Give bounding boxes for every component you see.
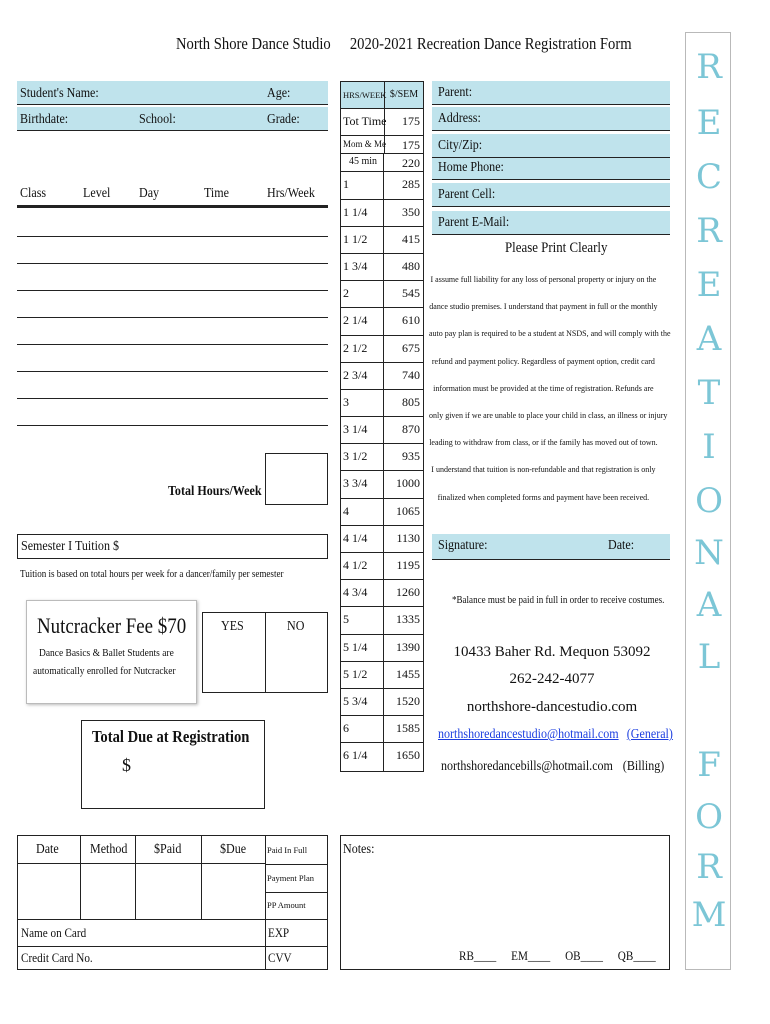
class-col-header: Class bbox=[20, 186, 47, 201]
liability-policy bbox=[429, 266, 671, 511]
policy-line: I assume full liability for any loss of personal property or injury on the bbox=[430, 274, 657, 284]
level-col-header: Level bbox=[83, 186, 111, 201]
address-field[interactable] bbox=[432, 107, 670, 131]
nutcracker-note-2: automatically enrolled for Nutcracker bbox=[33, 665, 176, 677]
pay-due-header: $Due bbox=[220, 842, 247, 857]
rate-hours: 45 min bbox=[341, 154, 384, 171]
rate-price: 350 bbox=[402, 204, 420, 219]
rate-price: 610 bbox=[402, 313, 420, 328]
parent-email-field[interactable] bbox=[432, 211, 670, 235]
no-option[interactable]: NO bbox=[287, 619, 305, 634]
balance-note: *Balance must be paid in full in order to receive costumes. bbox=[452, 595, 665, 606]
banner-letter: O bbox=[695, 481, 723, 521]
cvv-label: CVV bbox=[268, 950, 292, 965]
tuition-note: Tuition is based on total hours per week for a dancer/family per semester bbox=[20, 569, 284, 580]
rate-hours: 6 bbox=[341, 716, 384, 742]
class-table-header bbox=[17, 182, 328, 208]
signature-field[interactable] bbox=[432, 534, 670, 560]
banner-letter: O bbox=[695, 797, 723, 837]
banner-letter: R bbox=[696, 847, 722, 887]
pp-amount-label: PP Amount bbox=[267, 900, 306, 910]
rate-hours: 2 1/2 bbox=[341, 336, 384, 362]
rate-hours: 5 bbox=[341, 607, 384, 633]
rate-price: 1195 bbox=[396, 558, 420, 572]
pay-paid-header: $Paid bbox=[154, 842, 182, 857]
rates-row bbox=[341, 716, 423, 743]
rate-hours: 1 1/4 bbox=[341, 200, 384, 226]
cityzip-field[interactable] bbox=[432, 134, 670, 158]
rates-row bbox=[341, 390, 423, 417]
rates-row bbox=[341, 200, 423, 227]
rate-price: 175 bbox=[402, 114, 420, 129]
credit-card-label: Credit Card No. bbox=[21, 950, 93, 965]
total-hours-label: Total Hours/Week bbox=[168, 484, 262, 499]
banner-letter: E bbox=[696, 265, 722, 305]
banner-letter: R bbox=[696, 47, 722, 87]
total-due-label: Total Due at Registration bbox=[92, 727, 250, 746]
policy-line: information must be provided at the time of registration. Refunds are bbox=[433, 382, 654, 393]
rate-hours: 3 3/4 bbox=[341, 471, 384, 497]
parent-email-label: Parent E-Mail: bbox=[438, 215, 510, 230]
day-col-header: Day bbox=[139, 186, 160, 201]
rate-hours: 1 1/2 bbox=[341, 227, 384, 253]
grade-label: Grade: bbox=[267, 112, 300, 127]
home-phone-field[interactable] bbox=[432, 158, 670, 180]
class-line[interactable] bbox=[17, 371, 328, 372]
class-line[interactable] bbox=[17, 344, 328, 345]
studio-website[interactable]: northshore-dancestudio.com bbox=[466, 699, 638, 715]
notes-label: Notes: bbox=[343, 842, 375, 857]
rates-row bbox=[341, 553, 423, 580]
time-col-header: Time bbox=[204, 186, 229, 201]
rates-row bbox=[341, 281, 423, 308]
nutcracker-choice bbox=[202, 612, 328, 693]
rate-price: 175 bbox=[402, 138, 420, 153]
rates-row bbox=[341, 526, 423, 553]
rates-row bbox=[341, 154, 423, 172]
banner-letter: A bbox=[696, 319, 722, 359]
rates-row bbox=[341, 635, 423, 662]
exp-label: EXP bbox=[268, 925, 290, 940]
address-label: Address: bbox=[438, 111, 481, 126]
rate-price: 1520 bbox=[396, 693, 420, 708]
rate-hours: 1 3/4 bbox=[341, 254, 384, 280]
rates-row bbox=[341, 417, 423, 444]
banner-letter: E bbox=[696, 103, 722, 143]
parent-label: Parent: bbox=[438, 85, 473, 100]
rate-hours: 3 1/4 bbox=[341, 417, 384, 443]
banner-letter: M bbox=[691, 895, 727, 935]
studio-name: North Shore Dance Studio bbox=[176, 34, 331, 53]
student-name-label: Student's Name: bbox=[20, 86, 99, 101]
studio-phone: 262-242-4077 bbox=[509, 671, 595, 687]
rate-hours: 4 1/4 bbox=[341, 526, 384, 552]
rate-hours: 5 1/4 bbox=[341, 635, 384, 661]
studio-address: 10433 Baher Rd. Mequon 53092 bbox=[453, 644, 651, 660]
class-line[interactable] bbox=[17, 425, 328, 426]
sem-price-header: $/SEM bbox=[389, 89, 419, 100]
semester-tuition-label: Semester I Tuition $ bbox=[21, 539, 120, 554]
rate-price: 1390 bbox=[396, 639, 420, 654]
rate-hours: Mom & Me bbox=[341, 136, 385, 153]
signature-label: Signature: bbox=[438, 538, 488, 553]
office-ob: OB____ bbox=[565, 948, 603, 963]
recreational-form-banner bbox=[685, 32, 731, 970]
rate-hours: 3 1/2 bbox=[341, 444, 384, 470]
policy-line: only given if we are unable to place your child in class, an illness or injury bbox=[429, 410, 668, 421]
rates-row bbox=[341, 607, 423, 634]
rate-hours: 2 3/4 bbox=[341, 363, 384, 389]
rate-hours: 4 3/4 bbox=[341, 580, 384, 606]
class-line[interactable] bbox=[17, 317, 328, 318]
banner-letter: N bbox=[694, 533, 724, 573]
print-clearly-note: Please Print Clearly bbox=[505, 240, 608, 256]
rate-price: 1455 bbox=[396, 666, 420, 681]
payment-table bbox=[17, 835, 328, 970]
rates-row bbox=[341, 363, 423, 390]
hrs-week-header: HRS/WEEK bbox=[341, 82, 385, 108]
rate-price: 1260 bbox=[396, 585, 420, 600]
banner-letter: L bbox=[697, 637, 721, 677]
billing-email-tag: (Billing) bbox=[622, 759, 665, 774]
rates-row bbox=[341, 109, 423, 136]
rate-price: 1065 bbox=[396, 503, 420, 518]
rate-price: 1000 bbox=[396, 476, 420, 491]
rate-hours: Tot Time bbox=[341, 109, 385, 135]
policy-line: auto pay plan is required to be a student at NSDS, and will comply with the bbox=[429, 328, 671, 339]
general-email-tag: (General) bbox=[626, 727, 673, 742]
banner-letter: R bbox=[696, 211, 722, 251]
rate-hours: 4 bbox=[341, 499, 384, 525]
rates-row bbox=[341, 254, 423, 281]
rates-row bbox=[341, 308, 423, 335]
rate-price: 1130 bbox=[396, 530, 420, 545]
rate-hours: 2 1/4 bbox=[341, 308, 384, 334]
payment-plan-option[interactable]: Payment Plan bbox=[267, 873, 314, 883]
class-line[interactable] bbox=[17, 236, 328, 237]
rates-row bbox=[341, 689, 423, 716]
home-phone-label: Home Phone: bbox=[438, 160, 504, 175]
class-line[interactable] bbox=[17, 398, 328, 399]
rates-row bbox=[341, 136, 423, 154]
policy-line: dance studio premises. I understand that payment in full or the monthly bbox=[429, 301, 658, 312]
parent-cell-field[interactable] bbox=[432, 183, 670, 207]
banner-letter: C bbox=[695, 157, 722, 197]
rate-hours: 5 3/4 bbox=[341, 689, 384, 715]
general-email-link[interactable]: northshoredancestudio@hotmail.com bbox=[438, 727, 619, 742]
parent-cell-label: Parent Cell: bbox=[438, 187, 496, 202]
office-qb: QB____ bbox=[617, 948, 656, 963]
cityzip-label: City/Zip: bbox=[438, 138, 483, 153]
total-hours-box[interactable] bbox=[265, 453, 328, 505]
nutcracker-fee: Nutcracker Fee $70 bbox=[37, 613, 187, 638]
billing-email-line bbox=[441, 759, 664, 775]
name-on-card-label: Name on Card bbox=[21, 925, 87, 940]
total-due-box[interactable] bbox=[81, 720, 265, 809]
rates-row bbox=[341, 743, 423, 770]
rates-table bbox=[340, 81, 424, 772]
total-due-currency: $ bbox=[122, 755, 131, 775]
rate-hours: 6 1/4 bbox=[341, 743, 384, 770]
rates-row bbox=[341, 499, 423, 526]
banner-letter: I bbox=[702, 427, 716, 467]
rates-header bbox=[341, 82, 423, 109]
office-use-codes bbox=[459, 948, 656, 964]
age-label: Age: bbox=[267, 86, 291, 101]
rate-hours: 3 bbox=[341, 390, 384, 416]
rate-price: 415 bbox=[402, 231, 420, 246]
class-line[interactable] bbox=[17, 290, 328, 291]
general-email-line bbox=[438, 727, 673, 743]
rate-price: 220 bbox=[402, 156, 420, 171]
rate-price: 480 bbox=[402, 258, 420, 273]
rate-price: 870 bbox=[402, 422, 420, 437]
choice-divider bbox=[265, 613, 266, 692]
rates-row bbox=[341, 227, 423, 254]
rates-row bbox=[341, 444, 423, 471]
paid-in-full-option[interactable]: Paid In Full bbox=[267, 845, 308, 855]
rates-row bbox=[341, 172, 423, 199]
rates-row bbox=[341, 471, 423, 498]
birthdate-label: Birthdate: bbox=[20, 112, 69, 127]
banner-letter: F bbox=[697, 745, 721, 785]
office-rb: RB____ bbox=[459, 948, 497, 963]
yes-option[interactable]: YES bbox=[221, 619, 244, 634]
rate-price: 1335 bbox=[396, 612, 420, 627]
pay-method-header: Method bbox=[90, 842, 128, 857]
office-em: EM____ bbox=[511, 948, 551, 963]
rate-hours: 5 1/2 bbox=[341, 662, 384, 688]
nutcracker-note-1: Dance Basics & Ballet Students are bbox=[39, 647, 174, 659]
page-title bbox=[176, 34, 647, 54]
rate-hours: 1 bbox=[341, 172, 384, 198]
policy-line: refund and payment policy. Regardless of payment option, credit card bbox=[431, 355, 655, 366]
rates-row bbox=[341, 662, 423, 689]
parent-field[interactable] bbox=[432, 81, 670, 105]
rate-hours: 2 bbox=[341, 281, 384, 307]
rate-price: 1585 bbox=[396, 721, 420, 736]
rate-price: 805 bbox=[402, 394, 420, 409]
semester-tuition-field[interactable] bbox=[17, 534, 328, 559]
class-line[interactable] bbox=[17, 263, 328, 264]
rate-price: 545 bbox=[402, 286, 420, 301]
rate-price: 675 bbox=[402, 340, 420, 355]
banner-letter: T bbox=[697, 373, 721, 413]
school-label: School: bbox=[139, 112, 176, 127]
form-title: 2020-2021 Recreation Dance Registration Form bbox=[349, 34, 632, 53]
rate-price: 1650 bbox=[396, 748, 420, 763]
student-name-row[interactable] bbox=[17, 81, 328, 105]
policy-line: I understand that tuition is non-refundable and that registration is only bbox=[431, 464, 656, 475]
birthdate-row[interactable] bbox=[17, 107, 328, 131]
banner-letter: A bbox=[696, 585, 722, 625]
nutcracker-box bbox=[26, 600, 197, 704]
rate-hours: 4 1/2 bbox=[341, 553, 384, 579]
rate-price: 740 bbox=[402, 367, 420, 382]
billing-email[interactable]: northshoredancebills@hotmail.com bbox=[441, 759, 613, 774]
rates-row bbox=[341, 580, 423, 607]
notes-box[interactable] bbox=[340, 835, 670, 970]
rate-price: 285 bbox=[402, 177, 420, 192]
date-label: Date: bbox=[608, 538, 635, 553]
policy-line: finalized when completed forms and payment have been received. bbox=[437, 491, 650, 502]
rate-price: 935 bbox=[402, 449, 420, 464]
rates-row bbox=[341, 336, 423, 363]
policy-line: leading to withdraw from class, or if the family has moved out of town. bbox=[429, 437, 658, 448]
hrs-week-col-header: Hrs/Week bbox=[267, 186, 315, 201]
pay-date-header: Date bbox=[36, 842, 59, 857]
